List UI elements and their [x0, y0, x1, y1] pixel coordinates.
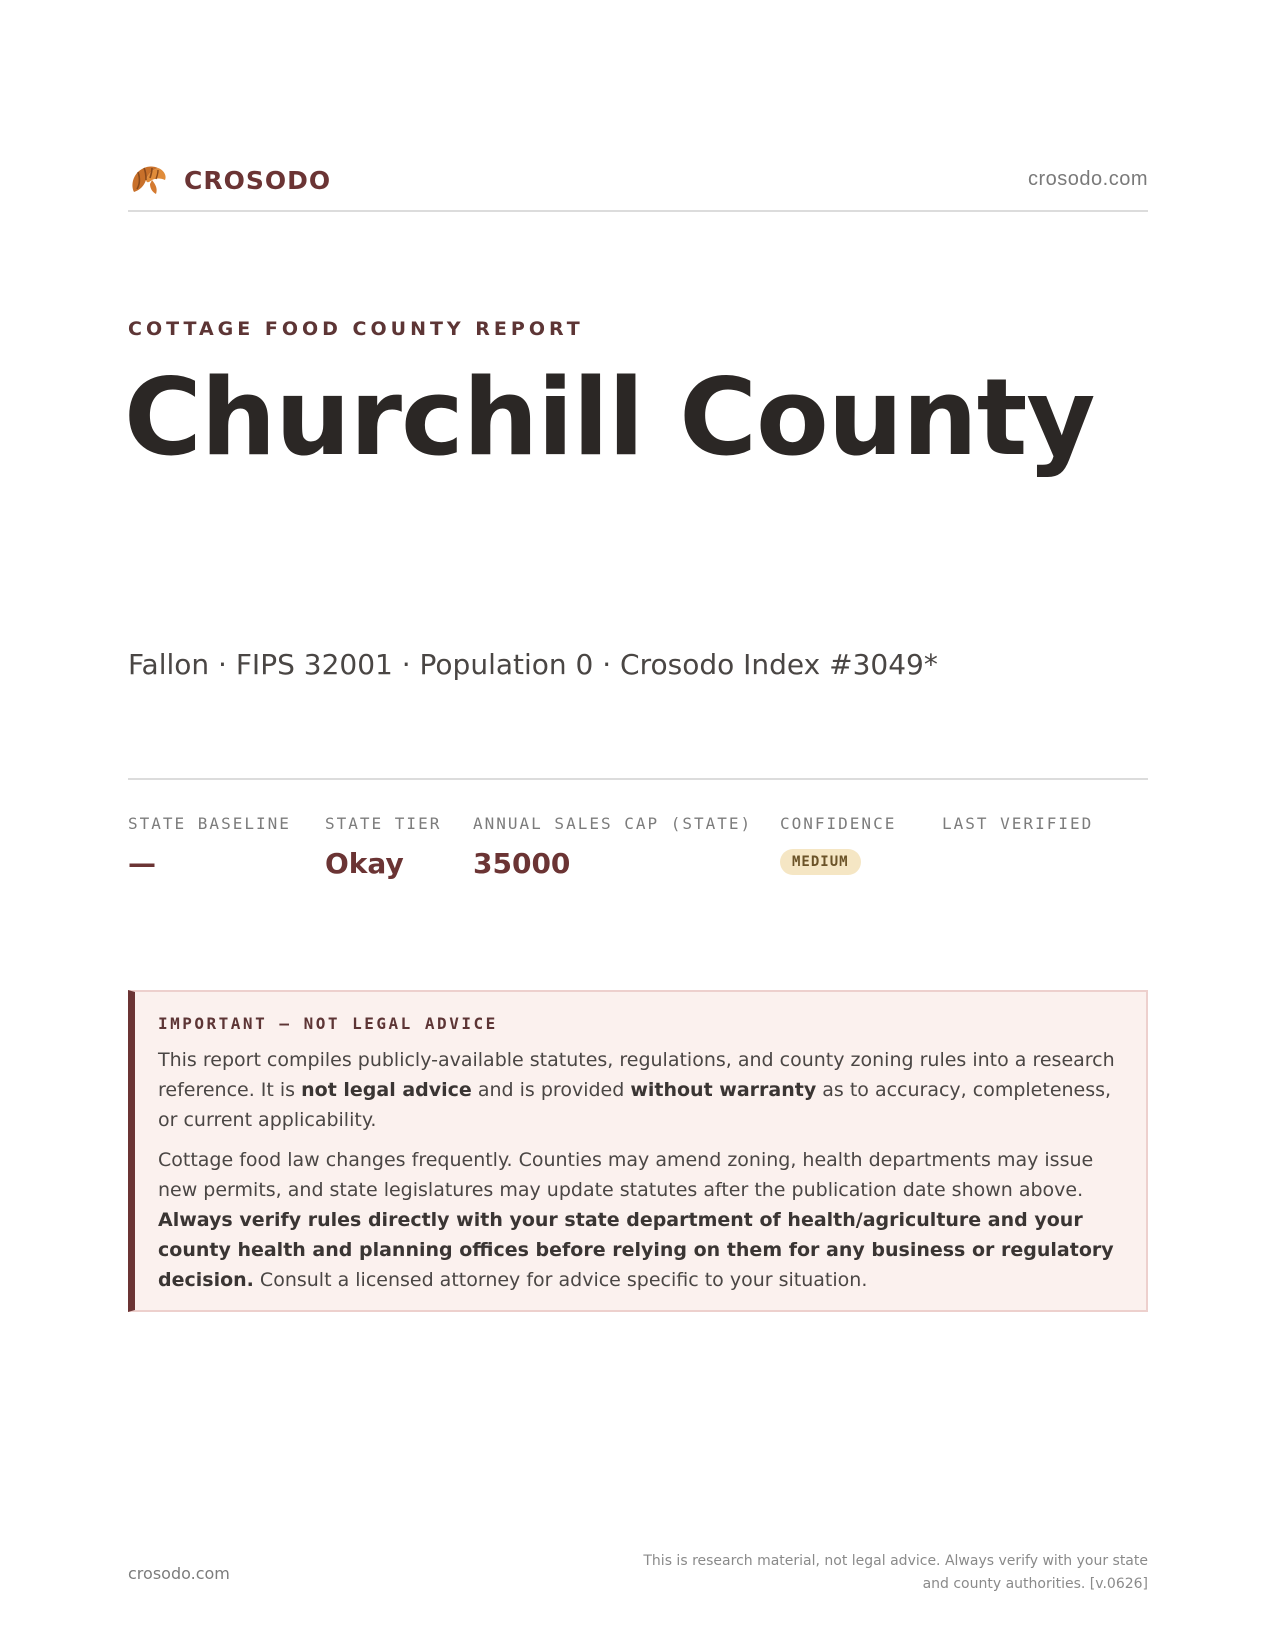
notice-text: and is provided — [471, 1079, 631, 1101]
notice-text: This report compiles publicly-available statutes, regulations, and county zoning rules into a research reference. It is — [158, 1049, 1115, 1101]
notice-paragraph — [158, 1045, 1118, 1135]
brand-name: CROSODO — [184, 165, 332, 195]
notice-emphasis: Always verify rules directly with your state department of health/agriculture and your county health and planning offices before relying on them for any business or regulatory decision. — [158, 1209, 1114, 1291]
notice-heading: IMPORTANT — NOT LEGAL ADVICE — [158, 1014, 498, 1033]
report-page — [124, 0, 1148, 1650]
croissant-icon — [128, 162, 168, 198]
notice-text: as to accuracy, completeness, or current applicability. — [158, 1079, 1112, 1131]
footer-domain-link[interactable]: crosodo.com — [128, 1564, 230, 1583]
stat-label: LAST VERIFIED — [942, 814, 1094, 833]
stat-value: Okay — [325, 847, 404, 880]
legal-notice — [128, 990, 1148, 1312]
footer-disclaimer-line: This is research material, not legal advice. Always verify with your state — [643, 1553, 1148, 1569]
page-header — [128, 158, 1148, 212]
notice-emphasis: without warranty — [630, 1079, 817, 1101]
brand[interactable] — [128, 162, 331, 198]
notice-paragraph — [158, 1145, 1118, 1295]
stat-value: — — [128, 847, 156, 880]
stat-annual-sales-cap — [473, 814, 752, 880]
footer-disclaimer-line: and county authorities. [v.0626] — [922, 1576, 1148, 1592]
footer-disclaimer — [628, 1550, 1148, 1596]
notice-text: Consult a licensed attorney for advice specific to your situation. — [253, 1269, 868, 1291]
stat-label: STATE BASELINE — [128, 814, 291, 833]
page-title: Churchill County — [124, 356, 1095, 479]
stat-state-tier — [325, 814, 441, 880]
stat-label: CONFIDENCE — [780, 814, 897, 833]
stat-state-baseline — [128, 814, 291, 880]
stat-last-verified — [942, 814, 1093, 847]
notice-text: Cottage food law changes frequently. Counties may amend zoning, health departments may issue new permits, and state legislatures may update statutes after the publication date shown above. — [158, 1149, 1094, 1201]
stat-label: STATE TIER — [325, 814, 442, 833]
stat-confidence — [780, 814, 896, 875]
notice-emphasis: not legal advice — [301, 1079, 472, 1101]
confidence-badge: MEDIUM — [780, 849, 861, 875]
report-eyebrow: COTTAGE FOOD COUNTY REPORT — [128, 318, 584, 340]
stat-label: ANNUAL SALES CAP (STATE) — [473, 814, 753, 833]
header-domain-link[interactable]: crosodo.com — [1028, 168, 1148, 190]
divider — [128, 778, 1148, 780]
county-meta: Fallon · FIPS 32001 · Population 0 · Crosodo Index #3049* — [128, 648, 938, 681]
stat-value: 35000 — [473, 847, 571, 880]
